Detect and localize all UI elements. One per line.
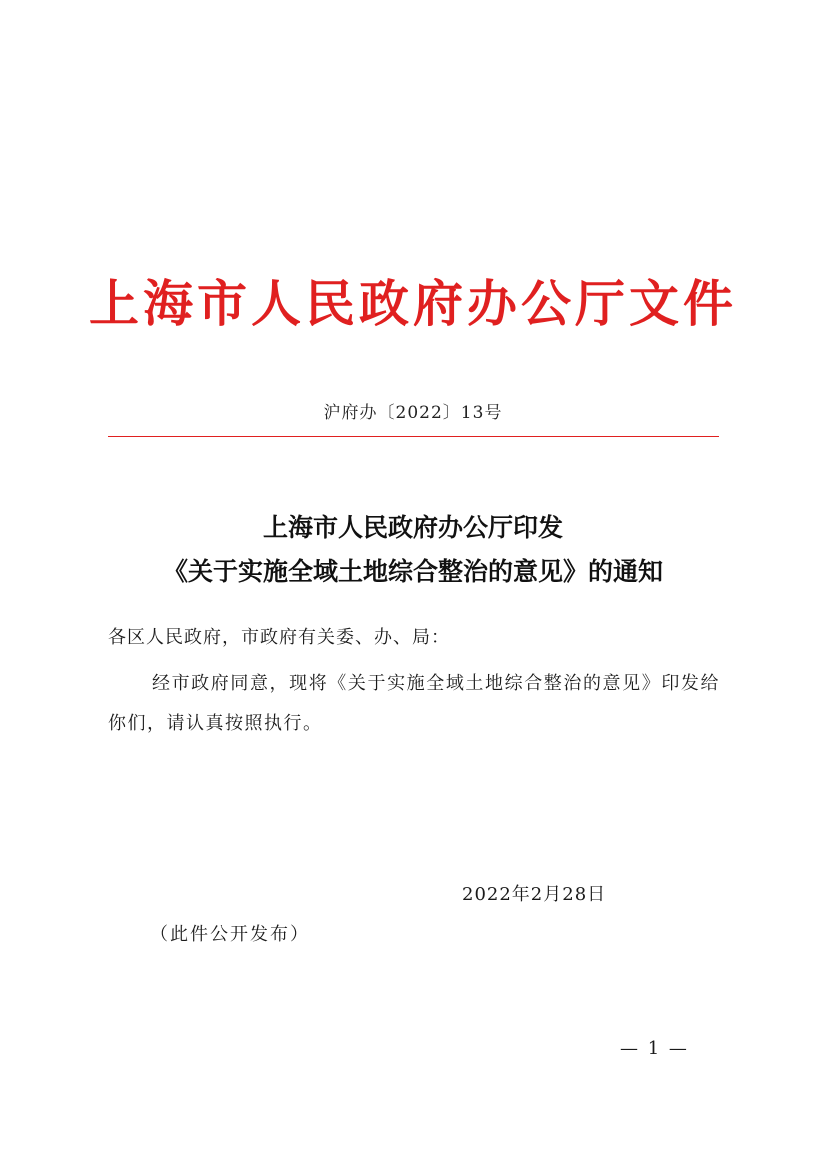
red-divider-line [108, 436, 719, 437]
document-title [0, 506, 826, 594]
page-number: — 1 — [620, 1038, 689, 1059]
document-title-line-1: 上海市人民政府办公厅印发 [262, 513, 563, 542]
issue-date: 2022年2月28日 [462, 884, 607, 905]
document-title-line-2: 《关于实施全域土地综合整治的意见》的通知 [162, 557, 663, 586]
publication-note: （此件公开发布） [150, 924, 310, 945]
addressee: 各区人民政府，市政府有关委、办、局： [108, 627, 450, 648]
document-number: 沪府办〔2022〕13号 [323, 403, 503, 423]
issuer-header: 上海市人民政府办公厅文件 [89, 274, 737, 333]
body-paragraph: 经市政府同意，现将《关于实施全域土地综合整治的意见》印发给你们，请认真按照执行。 [108, 673, 720, 734]
